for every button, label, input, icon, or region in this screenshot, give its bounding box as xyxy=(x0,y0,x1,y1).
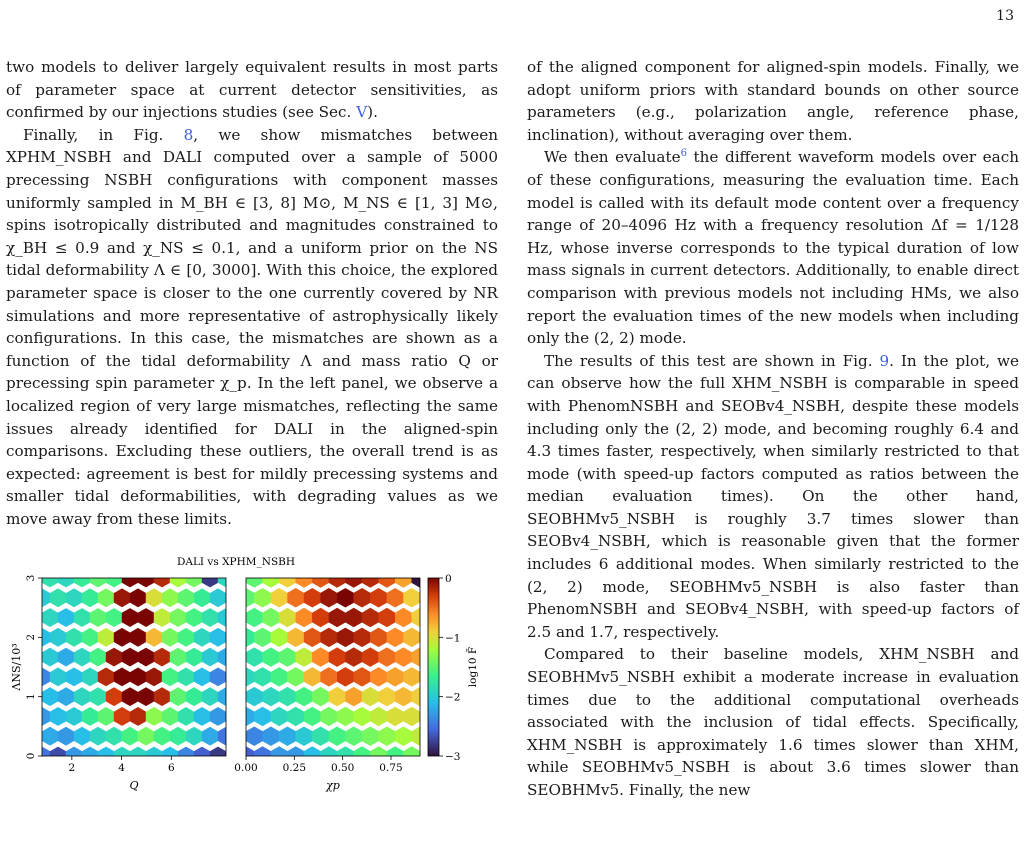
y-tick-label: 3 xyxy=(25,574,37,582)
paragraph: We then evaluate$^6$ the different waveform models over each of these configurations, measuring the evaluation time. Each model is called with its default mode content over a frequency range of 20–4096 Hz with a frequency resolution Δf = 1/128 Hz, whose inverse corresponds to the typical duration of low mass signals in current detectors. Additionally, to enable direct comparison with previous models not including HMs, we also report the evaluation times of the new models when including only the (2, 2) mode. xyxy=(527,148,1020,348)
figure-ref[interactable]: 8 xyxy=(183,125,194,144)
colorbar xyxy=(428,578,439,756)
paragraph: two models to deliver largely equivalent results in most parts of parameter space at current detector sensitivities, as confirmed by our injections studies (see Sec. V). xyxy=(6,58,498,122)
y-tick-label: 1 xyxy=(25,693,37,701)
chart-title: DALI vs XPHM_NSBH xyxy=(176,556,296,568)
y-tick-label: 2 xyxy=(25,633,37,641)
paragraph: Finally, in Fig. 8, we show mismatches between XPHM_NSBH and DALI computed over a sample of 5000 precessing NSBH configurations with component masses uniformly sampled in M_BH ∈ [3, 8] M⊙, M_NS ∈ [1, 3] M⊙, spins isotropically distributed and magnitudes constrained to χ_BH ≤ 0.9 and χ_NS ≤ 0.1, and a uniform prior on the NS tidal deformability Λ ∈ [0, 3000]. With this choice, the explored parameter space is closer to the one currently covered by NR simulations and more representative of astrophysically likely configurations. In this case, the mismatches are shown as a function of the tidal deformability Λ and mass ratio Q or precessing spin parameter χ_p. In the left panel, we observe a localized region of very large mismatches, reflecting the same issues already identified for DALI in the aligned-spin comparisons. Excluding these outliers, the overall trend is as expected: agreement is best for mildly precessing systems and smaller tidal deformabilities, with degrading values as we move away from these limits. xyxy=(6,125,498,528)
x-tick-label: 0.50 xyxy=(330,762,355,774)
x-tick-label: 0.75 xyxy=(379,762,403,774)
x-tick-label: 2 xyxy=(68,762,76,774)
x-axis-label: Q xyxy=(129,779,139,792)
colorbar-tick-label: −2 xyxy=(445,691,461,704)
colorbar-tick-label: −3 xyxy=(445,751,461,763)
heatmap-panel-chip xyxy=(234,568,428,792)
heatmap-panel-q xyxy=(10,569,234,792)
paragraph: of the aligned component for aligned-spin models. Finally, we adopt uniform priors with standard bounds on other source parameters (e.g., polarization angle, reference phase, inclination), without averaging over them. xyxy=(527,58,1019,144)
x-tick-label: 6 xyxy=(167,762,175,774)
colorbar-tick-label: 0 xyxy=(445,573,452,585)
right-column xyxy=(527,56,1019,802)
figure-ref[interactable]: 9 xyxy=(879,351,890,370)
x-axis-label: χp xyxy=(326,779,340,792)
x-tick-label: 4 xyxy=(118,762,125,774)
colorbar-tick-label: −1 xyxy=(445,632,461,645)
colorbar-ticks xyxy=(439,573,460,763)
heatmap-chart xyxy=(6,552,498,852)
section-ref[interactable]: V xyxy=(356,103,368,122)
figure-mismatch-heatmap xyxy=(6,552,498,852)
colorbar-label: log10 F̄ xyxy=(467,646,479,688)
page-number: 13 xyxy=(996,8,1014,24)
paragraph: Compared to their baseline models, XHM_NSBH and SEOBHMv5_NSBH exhibit a moderate increase in evaluation times due to the additional computational overheads associated with the inclusion of tidal effects. Specifically, XHM_NSBH is approximately 1.6 times slower than XHM, while SEOBHMv5_NSBH is about 3.6 times slower than SEOBHMv5. Finally, the new xyxy=(527,645,1019,799)
left-column xyxy=(6,56,498,530)
footnote-ref[interactable]: 6 xyxy=(680,148,687,160)
y-tick-label: 0 xyxy=(25,752,37,760)
y-axis-label: ΛNS/10³ xyxy=(10,643,23,691)
x-tick-label: 0.00 xyxy=(234,762,258,774)
x-tick-label: 0.25 xyxy=(282,762,307,774)
paragraph: The results of this test are shown in Fig. 9. In the plot, we can observe how the full XHM_NSBH is comparable in speed with PhenomNSBH and SEOBv4_NSBH, despite these models including only the (2, 2) mode, and becoming roughly 6.4 and 4.3 times faster, respectively, when similarly restricted to that mode (with speed-up factors computed as ratios between the median evaluation times). On the other hand, SEOBHMv5_NSBH is roughly 3.7 times slower than SEOBv4_NSBH, which is reasonable given that the former includes 6 additional modes. When similarly restricted to the (2, 2) mode, SEOBHMv5_NSBH is also faster than PhenomNSBH and SEOBv4_NSBH, with speed-up factors of 2.5 and 1.7, respectively. xyxy=(527,351,1019,641)
